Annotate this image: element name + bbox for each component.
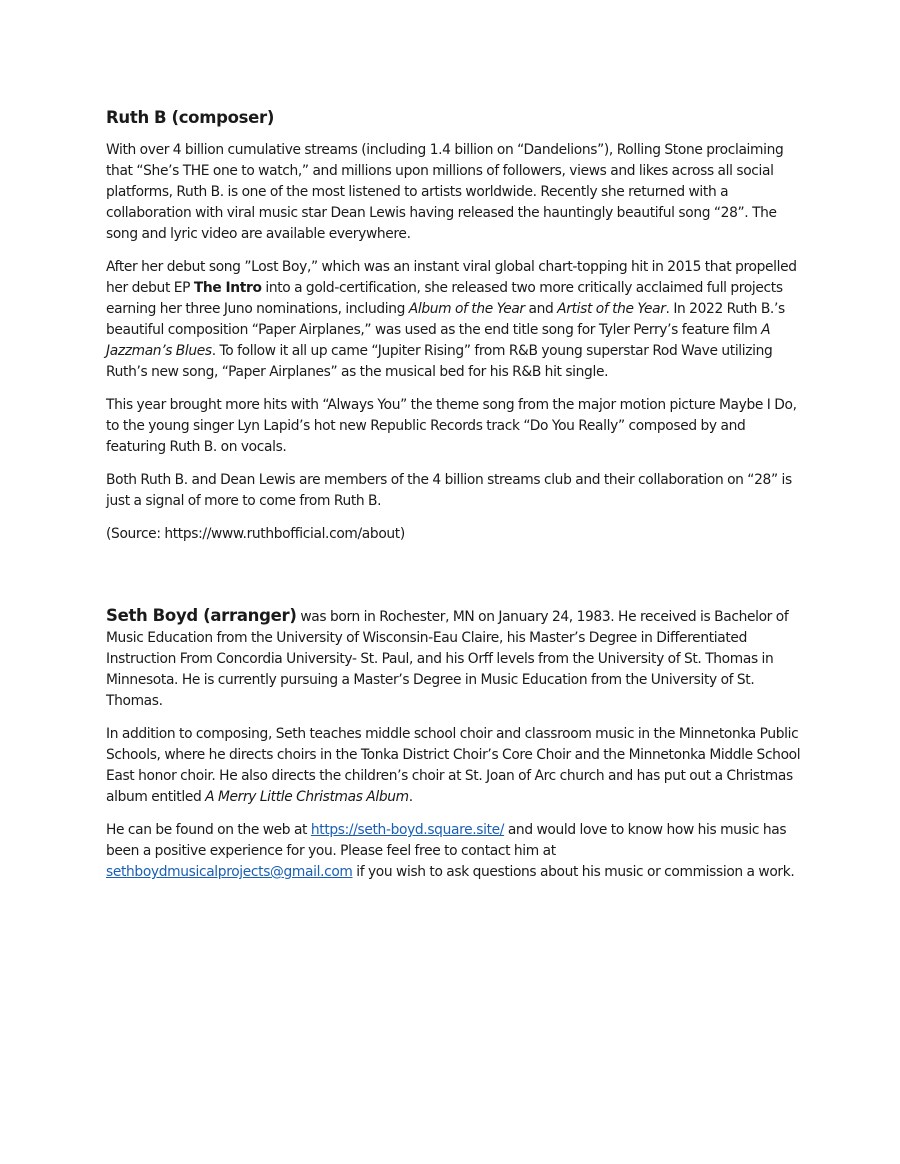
award-album-of-the-year: Album of the Year [408,301,525,317]
text-run: He can be found on the web at [106,822,311,838]
ruth-b-paragraph-4: Both Ruth B. and Dean Lewis are members of the 4 billion streams club and their collaboration on “28” is just a signal of more to come from Ruth B. [106,472,792,509]
text-run: . In 2022 Ruth B.’s beautiful composition “Paper Airplanes,” was used as the end title song for Tyler Perry’s feature film [106,301,785,338]
ruth-b-paragraph-3: This year brought more hits with “Always You” the theme song from the major motion picture Maybe I Do, to the young singer Lyn Lapid’s hot new Republic Records track “Do You Really” composed by and featuring Ruth B. on vocals. [106,397,797,455]
text-run: if you wish to ask questions about his music or commission a work. [352,864,795,880]
film-title: A Jazzman’s Blues [106,322,771,359]
text-run: In addition to composing, Seth teaches middle school choir and classroom music in the Minnetonka Public Schools, where he directs choirs in the Tonka District Choir’s Core Choir and the Minnetonka Middle School East honor choir. He also directs the children’s choir at St. Joan of Arc church and has put out a Christmas album entitled [106,726,801,805]
text-run: . To follow it all up came “Jupiter Rising” from R&B young superstar Rod Wave utilizing Ruth’s new song, “Paper Airplanes” as the musical bed for his R&B hit single. [106,343,773,380]
text-run: into a gold-certification, she released two more critically acclaimed full projects earning her three Juno nominations, including [106,280,783,317]
text-run: and [524,301,558,317]
document-page [106,106,802,895]
website-link[interactable]: https://seth-boyd.square.site/ [310,822,505,838]
text-run: was born in Rochester, MN on January 24, 1983. He received is Bachelor of Music Education from the University of Wisconsin-Eau Claire, his Master’s Degree in Differentiated Instruction From Concordia University- St. Paul, and his Orff levels from the University of St. Thomas in Minnesota. He is currently pursuing a Master’s Degree in Music Education from the University of St. Thomas. [106,609,789,709]
ruth-b-paragraph-2 [106,257,802,383]
text-run: and would love to know how his music has been a positive experience for you. Please feel free to contact him at [106,822,787,859]
seth-boyd-paragraph-2 [106,724,802,808]
seth-boyd-section [106,605,802,883]
section-spacer [106,557,802,605]
seth-boyd-paragraph-3 [106,820,802,883]
email-link[interactable]: sethboydmusicalprojects@gmail.com [106,864,353,880]
seth-boyd-paragraph-1 [106,605,802,712]
award-artist-of-the-year: Artist of the Year [557,301,666,317]
seth-boyd-name: Seth Boyd (arranger) [106,606,297,625]
text-run: After her debut song ”Lost Boy,” which was an instant viral global chart-topping hit in 2015 that propelled her debut EP [106,259,797,296]
ruth-b-paragraph-1: With over 4 billion cumulative streams (including 1.4 billion on “Dandelions”), Rolling Stone proclaiming that “She’s THE one to watch,” and millions upon millions of followers, views and likes across all social platforms, Ruth B. is one of the most listened to artists worldwide. Recently she returned with a collaboration with viral music star Dean Lewis having released the hauntingly beautiful song “28”. The song and lyric video are available everywhere. [106,142,784,242]
text-run: . [408,789,413,805]
album-title: A Merry Little Christmas Album [205,789,409,805]
ruth-b-heading: Ruth B (composer) [106,108,275,127]
ep-title: The Intro [193,280,262,296]
ruth-b-source: (Source: https://www.ruthbofficial.com/about) [106,526,405,542]
ruth-b-section [106,106,802,545]
